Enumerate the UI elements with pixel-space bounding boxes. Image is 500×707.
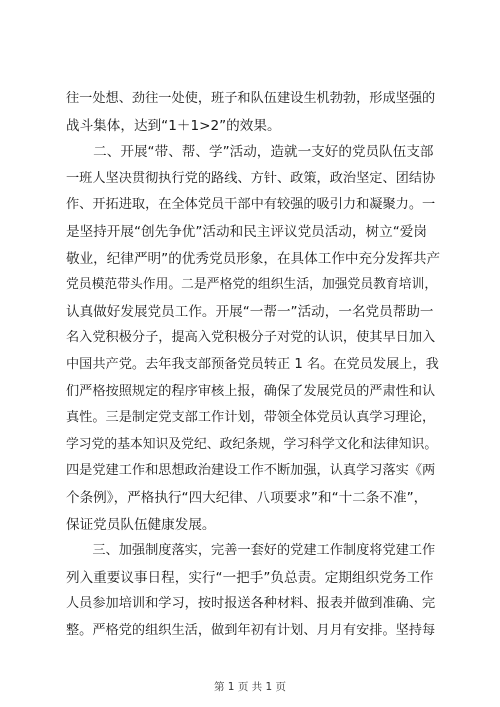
text-line: 中国共产党。去年我支部预备党员转正 1 名。在党员发展上，我 xyxy=(66,356,439,372)
text-line: 整。严格党的组织生活，做到年初有计划、月月有安排。坚持每 xyxy=(66,622,436,638)
text-line: 个条例》，严格执行“四大纪律、八项要求”和“十二条不准”， xyxy=(66,489,428,506)
body-text xyxy=(66,86,440,644)
text-line: 保证党员队伍健康发展。 xyxy=(66,516,216,533)
text-line: 一班人坚决贯彻执行党的路线、方针、政策，政治坚定、团结协 xyxy=(66,170,436,186)
page-footer: 第 1 页 共 1 页 xyxy=(213,681,287,693)
paragraph-start-line: 二、开展“带、帮、学”活动，造就一支好的党员队伍支部 xyxy=(66,144,434,161)
text-line: 战斗集体，达到“1＋1>2”的效果。 xyxy=(66,117,281,134)
text-line: 是坚持开展“创先争优”活动和民主评议党员活动，树立“爱岗 xyxy=(66,223,427,240)
paragraph-start-line: 三、加强制度落实，完善一套好的党建工作制度将党建工作 xyxy=(66,543,436,559)
text-line: 作、开拓进取，在全体党员干部中有较强的吸引力和凝聚力。一 xyxy=(66,197,436,213)
text-line: 真性。三是制定党支部工作计划，带领全体党员认真学习理论， xyxy=(66,410,436,426)
text-line: 敬业，纪律严明”的优秀党员形象，在具体工作中充分发挥共产 xyxy=(66,250,440,267)
text-line: 四是党建工作和思想政治建设工作不断加强，认真学习落实《两 xyxy=(66,463,436,479)
text-line: 列入重要议事日程，实行“一把手”负总责。定期组织党务工作 xyxy=(66,569,434,586)
text-line: 往一处想、劲往一处使，班子和队伍建设生机勃勃，形成坚强的 xyxy=(66,91,436,106)
text-line: 们严格按照规定的程序审核上报，确保了发展党员的严肃性和认 xyxy=(66,383,436,399)
text-line: 党员模范带头作用。二是严格党的组织生活，加强党员教育培训， xyxy=(66,277,438,293)
text-line: 认真做好发展党员工作。开展“一帮一”活动，一名党员帮助一 xyxy=(66,303,434,320)
text-line: 名入党积极分子，提高入党积极分子对党的认识，使其早日加入 xyxy=(66,330,436,346)
text-line: 人员参加培训和学习，按时报送各种材料、报表并做到准确、完 xyxy=(66,596,436,612)
text-line: 学习党的基本知识及党纪、政纪条规，学习科学文化和法律知识。 xyxy=(66,436,438,452)
